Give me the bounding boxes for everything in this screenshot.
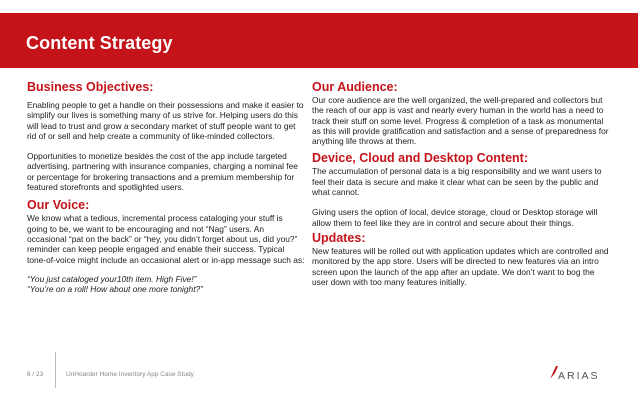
logo-wordmark: ARIAS xyxy=(558,370,600,382)
device-cloud-desktop-heading: Device, Cloud and Desktop Content: xyxy=(312,151,528,166)
footer-caption: UnHoarder Home Inventory App Case Study xyxy=(66,371,194,378)
our-voice-heading: Our Voice: xyxy=(27,198,90,213)
footer-divider xyxy=(55,352,56,388)
voice-quote-1: “You just cataloged your10th item. High Five!” xyxy=(27,273,197,284)
business-objectives-paragraph-2: Opportunities to monetize besides the cost of the app include targeted advertising, partnering with insurance companies, charging a nominal fee or percentage for brokering transactions and a premium membership for featured storefronts and spotlighted users. xyxy=(27,151,298,193)
business-objectives-heading: Business Objectives: xyxy=(27,80,154,94)
title-banner xyxy=(0,13,638,68)
our-audience-paragraph: Our core audience are the well organized, the well-prepared and collectors but the reach of our app is vast and nearly every human in the world has a need to track their stuff on some level. Progress & completion of a task as monumental as this will provide gratification and satisfaction and a sense of preparedness for anything life throws at them. xyxy=(312,95,609,147)
updates-heading: Updates: xyxy=(312,230,366,245)
our-voice-paragraph: We know what a tedious, incremental process cataloging your stuff is going to be, we want to be encouraging and not “Nag” users. An occasional “pat on the back” or “hey, you didn’t forget about us, did you?” reminder can keep people engaged and enable their success. Typical tone-of-voice might include an occasional alert or in-app message such as: xyxy=(27,213,305,265)
device-paragraph-1: The accumulation of personal data is a big responsibility and we want users to feel their data is secure and make it clear what can be seen by the public and what cannot. xyxy=(312,166,602,198)
device-paragraph-2: Giving users the option of local, device storage, cloud or Desktop storage will allow them to feel like they are in control and secure about their things. xyxy=(312,207,598,228)
arias-logo xyxy=(548,363,608,383)
business-objectives-paragraph-1: Enabling people to get a handle on their possessions and make it easier to simplify our lives is something many of us strive for. Helping users do this will lead to trust and grow a secondary market of stuff people want to get rid of or sell and help create a community of like-minded collectors. xyxy=(27,100,304,141)
voice-quote-2: “You’re on a roll! How about one more tonight?” xyxy=(27,284,203,295)
right-column xyxy=(312,80,612,287)
updates-paragraph: New features will be rolled out with application updates which are controlled and monitored by the app store. Users will be directed to new features via an intro screen upon the launch of the app after an update. We don’t want to bog the user down with too many features initially. xyxy=(312,245,609,287)
page-title: Content Strategy xyxy=(26,33,173,53)
page-number: 6 / 23 xyxy=(27,371,44,378)
our-audience-heading: Our Audience: xyxy=(312,80,398,94)
left-column xyxy=(27,80,305,294)
